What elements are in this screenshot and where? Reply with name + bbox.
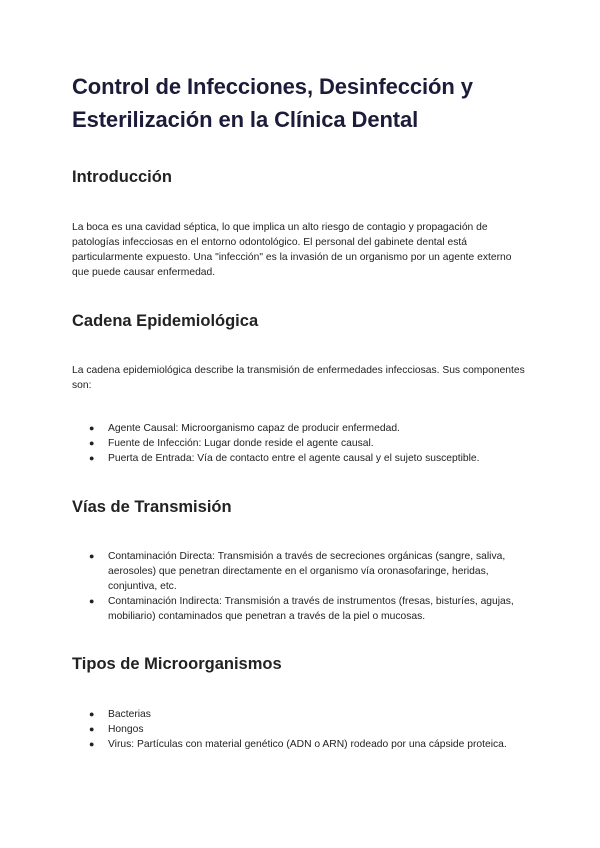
section-paragraph-introduccion: La boca es una cavidad séptica, lo que implica un alto riesgo de contagio y propagación de patologías infecciosas en el entorno odontológico. El personal del gabinete dental está particularmente expuesto. Una "infección" es la invasión de un organismo por un agente externo que puede causar enfermedad. xyxy=(72,222,512,278)
list-item-text: Hongos xyxy=(108,724,144,735)
bullet-icon: ● xyxy=(89,709,95,719)
list-item-text: Contaminación Indirecta: Transmisión a través de instrumentos (fresas, bisturíes, agujas, mobiliario) contaminados que penetran a través de la piel o mucosas. xyxy=(108,596,514,622)
section-heading-vias-de-transmision: Vías de Transmisión xyxy=(72,498,232,516)
bullet-icon: ● xyxy=(89,453,95,463)
vias-de-transmision-list xyxy=(72,549,530,624)
cadena-epidemiologica-list xyxy=(72,421,530,466)
list-item-text: Agente Causal: Microorganismo capaz de producir enfermedad. xyxy=(108,423,400,434)
list-item-text: Bacterias xyxy=(108,709,151,720)
section-heading-tipos-de-microorganismos: Tipos de Microorganismos xyxy=(72,655,282,673)
list-item xyxy=(72,436,530,451)
bullet-icon: ● xyxy=(89,551,95,561)
bullet-icon: ● xyxy=(89,724,95,734)
bullet-icon: ● xyxy=(89,438,95,448)
bullet-icon: ● xyxy=(89,423,95,433)
section-paragraph-cadena-epidemiologica: La cadena epidemiológica describe la transmisión de enfermedades infecciosas. Sus componentes son: xyxy=(72,365,525,391)
document-title: Control de Infecciones, Desinfección y Esterilización en la Clínica Dental xyxy=(72,74,473,132)
list-item xyxy=(72,707,530,722)
list-item-text: Fuente de Infección: Lugar donde reside el agente causal. xyxy=(108,438,374,449)
bullet-icon: ● xyxy=(89,739,95,749)
list-item-text: Contaminación Directa: Transmisión a través de secreciones orgánicas (sangre, saliva, aerosoles) que penetran directamente en el organismo vía oronasofaringe, heridas, conjuntiva, etc. xyxy=(108,551,506,592)
list-item xyxy=(72,594,530,624)
list-item xyxy=(72,451,530,466)
list-item xyxy=(72,421,530,436)
section-heading-introduccion: Introducción xyxy=(72,168,172,186)
list-item-text: Puerta de Entrada: Vía de contacto entre el agente causal y el sujeto susceptible. xyxy=(108,453,480,464)
list-item xyxy=(72,549,530,594)
list-item-text: Virus: Partículas con material genético (ADN o ARN) rodeado por una cápside proteica. xyxy=(108,739,507,750)
list-item xyxy=(72,722,530,737)
bullet-icon: ● xyxy=(89,596,95,606)
tipos-de-microorganismos-list xyxy=(72,707,530,752)
section-heading-cadena-epidemiologica: Cadena Epidemiológica xyxy=(72,312,259,330)
list-item xyxy=(72,737,530,752)
